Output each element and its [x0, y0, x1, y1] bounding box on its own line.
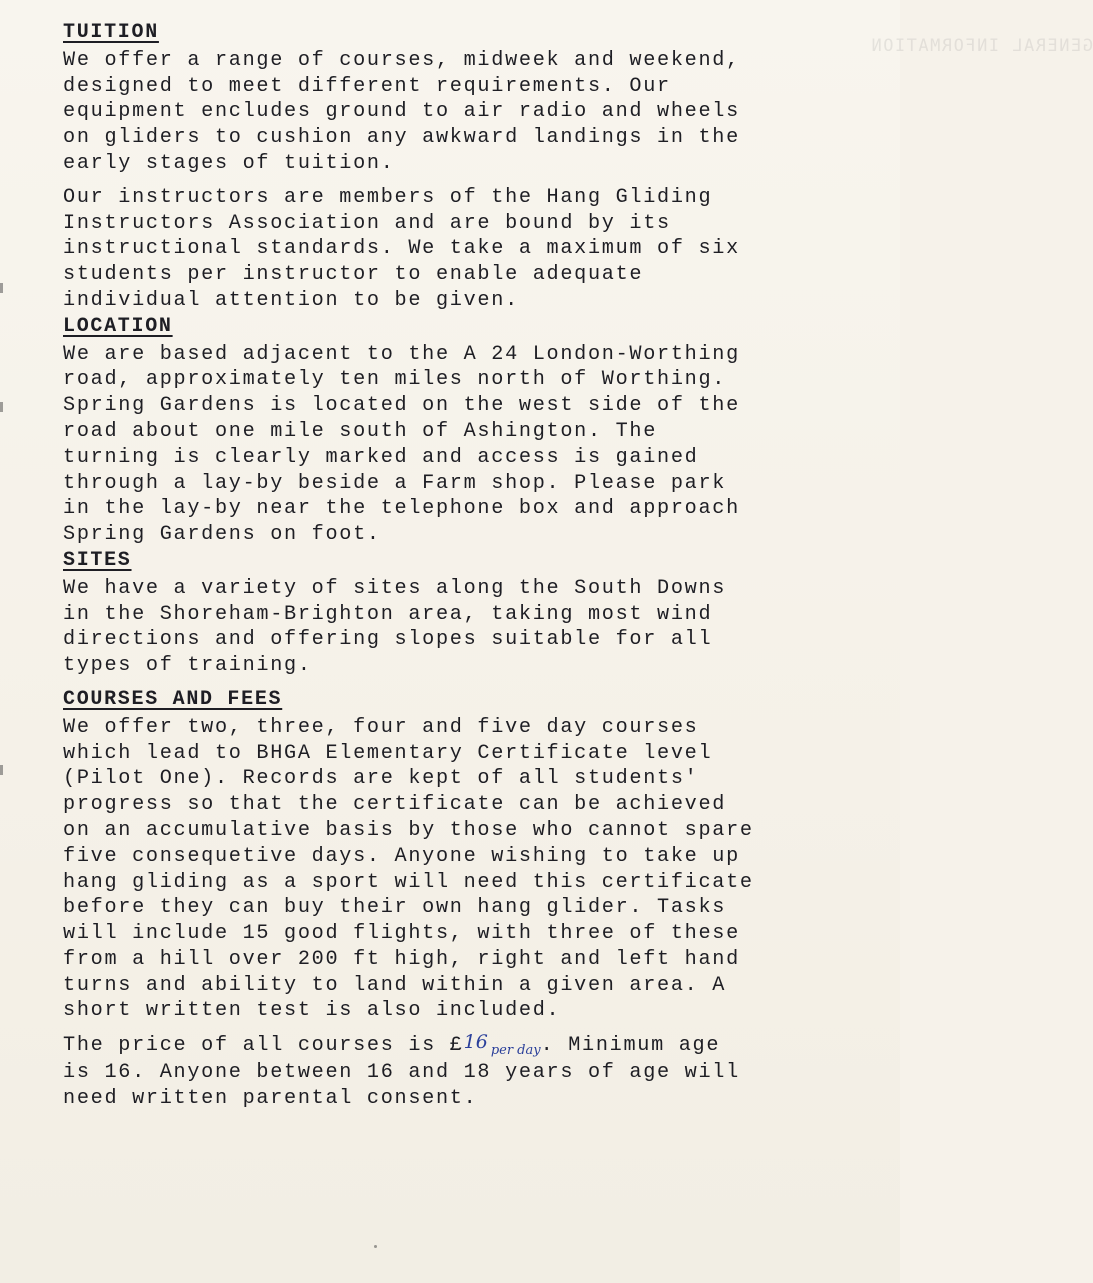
- price-paragraph: [63, 1032, 853, 1111]
- handwritten-per-day: per day: [490, 1043, 541, 1059]
- price-suffix: . Minimum age is 16. Anyone between 16 and 18 years of age will need written parental consent.: [63, 1034, 740, 1110]
- show-through-text: GENERAL INFORMATION: [870, 36, 1093, 56]
- tuition-paragraph-1: We offer a range of courses, midweek and weekend, designed to meet different requirements. Our equipment encludes ground to air radio and wheels on gliders to cushion any awkward landings in the early stages of tuition.: [63, 48, 740, 175]
- tuition-section: [63, 20, 853, 314]
- document-body: [63, 20, 853, 1112]
- location-section: [63, 314, 853, 548]
- courses-paragraph: We offer two, three, four and five day courses which lead to BHGA Elementary Certificate level (Pilot One). Records are kept of all students' progress so that the certificate can be achieved on an accumulative basis by those who cannot spare five consequetive days. Anyone wishing to take up hang gliding as a sport will need this certificate before they can buy their own hang glider. Tasks will include 15 good flights, with three of these from a hill over 200 ft high, right and left hand turns and ability to land within a given area. A short written test is also included.: [63, 715, 754, 1023]
- edge-mark: [0, 765, 3, 775]
- handwritten-price: 16: [463, 1031, 488, 1054]
- tuition-paragraph-2: Our instructors are members of the Hang Gliding Instructors Association and are bound by its instructional standards. We take a maximum of six students per instructor to enable adequate individual attention to be given.: [63, 185, 740, 312]
- sites-heading: SITES: [63, 548, 132, 572]
- sites-paragraph: We have a variety of sites along the South Downs in the Shoreham-Brighton area, taking most wind directions and offering slopes suitable for all types of training.: [63, 576, 727, 678]
- page-speck: [374, 1245, 377, 1248]
- location-heading: LOCATION: [63, 314, 173, 338]
- edge-mark: [0, 402, 3, 412]
- edge-mark: [0, 283, 3, 293]
- sites-section: [63, 548, 853, 679]
- price-prefix: The price of all courses is £: [63, 1034, 464, 1058]
- courses-section: [63, 687, 853, 1112]
- tuition-heading: TUITION: [63, 21, 159, 44]
- location-paragraph: We are based adjacent to the A 24 London-Worthing road, approximately ten miles north of Worthing. Spring Gardens is located on the west side of the road about one mile south of Ashington. The turning is clearly marked and access is gained through a lay-by beside a Farm shop. Please park in the lay-by near the telephone box and approach Spring Gardens on foot.: [63, 342, 740, 547]
- courses-heading: COURSES AND FEES: [63, 687, 283, 711]
